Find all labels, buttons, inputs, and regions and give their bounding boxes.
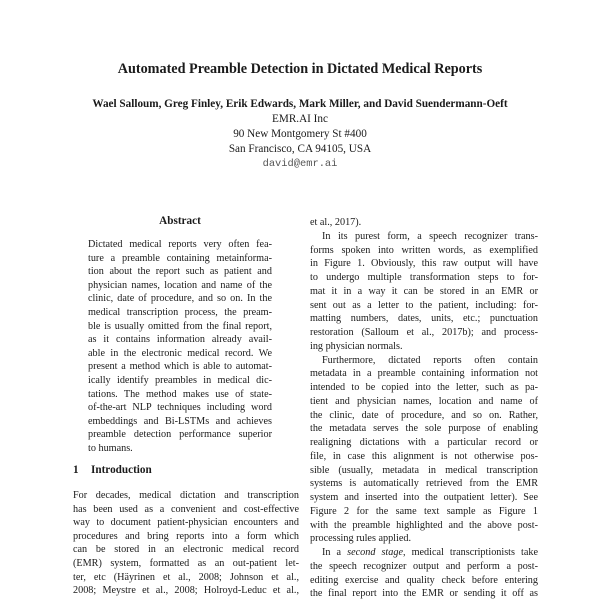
section-number: 1	[73, 464, 79, 476]
text-line: procedures and bring reports into a form which	[73, 530, 299, 542]
text-line: embeddings and Bi-LSTMs and achieves	[88, 415, 272, 427]
text-line: tations. The method makes use of state-	[88, 388, 272, 400]
text-line: file, in case this alignment is not otherwise pos-	[310, 450, 538, 462]
text-line: (EMR) system, formatted as an out-patient let-	[73, 558, 299, 569]
text-line: as it contains information already avail-	[88, 334, 272, 346]
text-line: has been used as a convenient and cost-effective	[73, 503, 299, 515]
text-line: to humans.	[88, 443, 133, 454]
text-line: realigning dictations with a particular record or	[310, 437, 538, 448]
text-line: with the preamble highlighted and the above post-	[310, 519, 538, 531]
text-line: 2008; Meystre et al., 2008; Holroyd-Leduc et al.,	[73, 585, 299, 597]
text-line: in Figure 1. Obviously, this raw output will have	[310, 258, 538, 270]
text-line: tion about the report such as patient and	[88, 266, 272, 278]
text-line: to undergo multiple transformation steps to for-	[310, 272, 538, 283]
text-line: forms spoken into written words, as exemplified	[310, 244, 538, 256]
text-line: way to document patient-physician encounters and	[73, 517, 299, 529]
text-line: present a method which is able to automat-	[88, 361, 272, 373]
text-line: able in the electronic medical record. We	[88, 347, 272, 359]
text-line: the final report into the EMR or sending it off as	[310, 588, 538, 600]
text-line: sible (usually, metadata in medical transcription	[310, 464, 538, 476]
text-line: For decades, medical dictation and transcription	[73, 490, 299, 501]
text-line: processing rules applied.	[310, 533, 411, 545]
paper-title: Automated Preamble Detection in Dictated Medical Reports	[117, 61, 483, 77]
text-line: the clinic, date of procedure, and so on. Rather,	[310, 409, 538, 421]
text-line: medical transcription process, the pream-	[88, 307, 272, 318]
author-list: Wael Salloum, Greg Finley, Erik Edwards, Mark Miller, and David Suendermann-Oeft	[92, 98, 508, 110]
text-line: Furthermore, dictated reports often contain	[322, 354, 538, 366]
text-line: editing exercise and quality check before entering	[310, 574, 538, 586]
text-line: systems is automatically retrieved from the EMR	[310, 478, 538, 490]
abstract-heading: Abstract	[159, 215, 201, 227]
text-line: of-the-art NLP techniques including word	[88, 402, 272, 414]
section-heading-introduction	[73, 464, 152, 476]
text-line: clinic, date of procedure, and so on. In the	[88, 293, 272, 305]
text-line-second-stage: In a second stage, medical transcriptionists take	[322, 547, 538, 558]
text-line: sent out as a letter to the patient, including: for-	[310, 299, 538, 311]
text-line: In its purest form, a speech recognizer trans-	[322, 230, 538, 242]
text-line: et al., 2017).	[310, 217, 362, 228]
contact-email: david@emr.ai	[262, 158, 338, 170]
text-line: Dictated medical reports very often fea-	[88, 239, 272, 250]
text-line: matting numbers, dates, units, etc.; punctuation	[310, 313, 538, 325]
text-line: can be stored in an electronic medical record	[73, 544, 299, 556]
text-line: intended to be copied into the letter, such as pa-	[310, 382, 538, 393]
text-line: physician names, location and name of the	[88, 279, 272, 291]
text-line: ble is usually omitted from the final report,	[88, 320, 272, 332]
section-title: Introduction	[91, 464, 152, 476]
text-line: metadata in a preamble containing information not	[310, 368, 538, 380]
text-line: ing physician normals.	[310, 340, 403, 352]
text-line: ter, etc (Häyrinen et al., 2008; Johnson et al.,	[73, 571, 299, 583]
text-line: system and inserted into the outpatient letter). See	[310, 492, 538, 503]
text-line: the metadata serves the sole purpose of enabling	[310, 423, 538, 435]
text-line: ture a preamble containing metainforma-	[88, 252, 272, 264]
text-line: restoration (Salloum et al., 2017b); and process-	[310, 327, 538, 338]
affiliation-org: EMR.AI Inc	[272, 113, 328, 125]
text-line: Figure 2 for the same text sample as Figure 1	[310, 505, 538, 517]
affiliation-city: San Francisco, CA 94105, USA	[228, 143, 372, 155]
text-line: mat it in a way it can be stored in an EMR or	[310, 285, 538, 297]
text-line: ically identify preambles in medical dic-	[88, 375, 272, 386]
affiliation-street: 90 New Montgomery St #400	[233, 128, 367, 140]
text-line: tient and physician names, location and name of	[310, 395, 538, 407]
text-line: preamble detection performance superior	[88, 429, 272, 441]
text-line: the speech recognizer output and perform a post-	[310, 560, 538, 572]
